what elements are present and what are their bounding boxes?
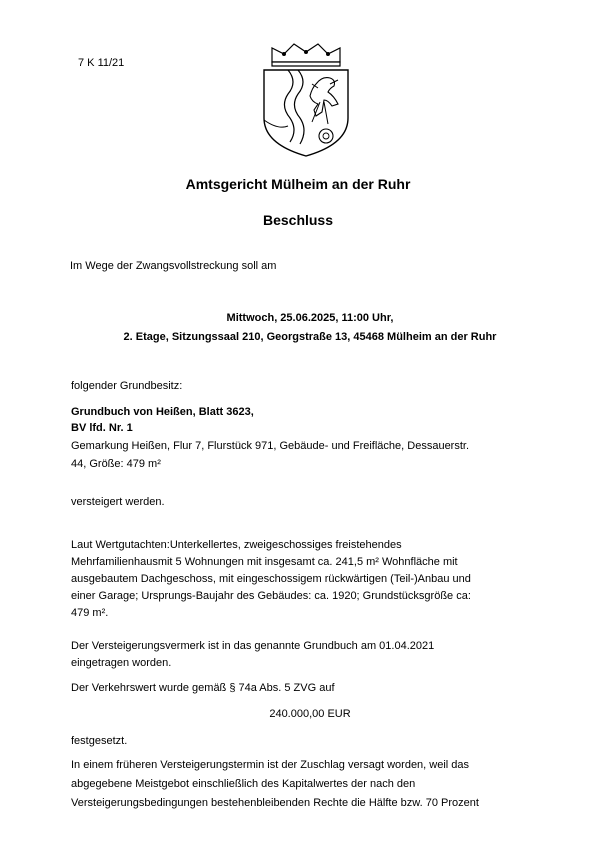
- registry-note-line: Der Versteigerungsvermerk ist in das genannte Grundbuch am 01.04.2021: [71, 640, 435, 652]
- prior-line: abgegebene Meistgebot einschließlich des Kapitalwertes der nach den: [71, 778, 416, 790]
- appraisal-line: Laut Wertgutachten:Unterkellertes, zweigeschossiges freistehendes: [71, 539, 402, 551]
- document-title: Beschluss: [262, 212, 334, 228]
- market-value: 240.000,00 EUR: [269, 708, 351, 720]
- appraisal-paragraph: [71, 537, 541, 622]
- appraisal-line: Mehrfamilienhausmit 5 Wohnungen mit insgesamt ca. 241,5 m² Wohnfläche mit: [71, 556, 458, 568]
- parcel-line-1: Gemarkung Heißen, Flur 7, Flurstück 971, Gebäude- und Freifläche, Dessauerstr.: [71, 440, 470, 452]
- prior-line: Versteigerungsbedingungen bestehenbleibenden Rechte die Hälfte bzw. 70 Prozent: [71, 797, 479, 809]
- property-intro: folgender Grundbesitz:: [71, 380, 183, 392]
- market-value-intro: Der Verkehrswert wurde gemäß § 74a Abs. 5 ZVG auf: [71, 682, 335, 694]
- bv-number: BV lfd. Nr. 1: [71, 422, 133, 434]
- auction-location: 2. Etage, Sitzungssaal 210, Georgstraße 13, 45468 Mülheim an der Ruhr: [123, 331, 497, 343]
- file-reference: 7 K 11/21: [78, 57, 125, 69]
- intro-text: Im Wege der Zwangsvollstreckung soll am: [70, 260, 277, 272]
- registry-note-line: eingetragen worden.: [71, 657, 172, 669]
- appraisal-line: einer Garage; Ursprungs-Baujahr des Gebäudes: ca. 1920; Grundstücksgröße ca:: [71, 590, 471, 602]
- auction-verb: versteigert werden.: [71, 496, 165, 508]
- prior-line: In einem früheren Versteigerungstermin ist der Zuschlag versagt worden, weil das: [71, 759, 470, 771]
- prior-auction-paragraph: [71, 756, 541, 813]
- parcel-line-2: 44, Größe: 479 m²: [71, 458, 161, 470]
- registry-note: [71, 638, 541, 672]
- fixed-text: festgesetzt.: [71, 735, 128, 747]
- appraisal-line: ausgebautem Dachgeschoss, mit eingeschossigem rückwärtigen (Teil-)Anbau und: [71, 573, 471, 585]
- appraisal-line: 479 m².: [71, 607, 109, 619]
- court-name: Amtsgericht Mülheim an der Ruhr: [185, 176, 411, 192]
- land-register: Grundbuch von Heißen, Blatt 3623,: [71, 406, 254, 418]
- auction-date: Mittwoch, 25.06.2025, 11:00 Uhr,: [226, 312, 394, 324]
- coat-of-arms-icon: [258, 40, 354, 158]
